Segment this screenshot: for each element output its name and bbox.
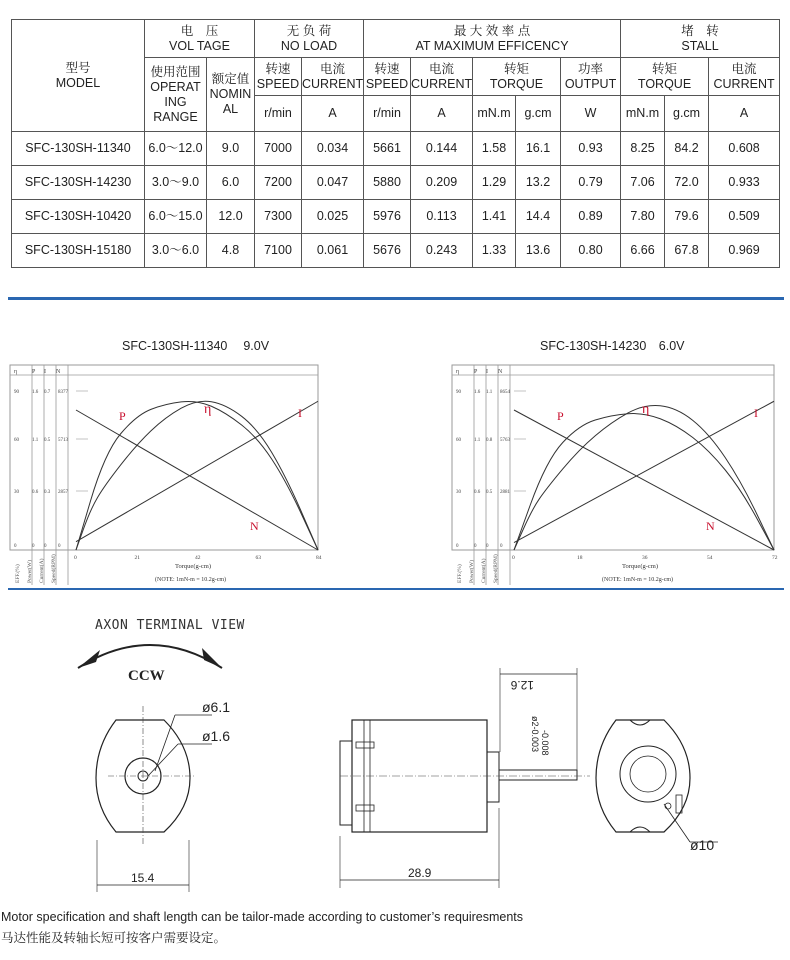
chart-axis-label: Power(W) bbox=[469, 560, 475, 583]
value-cell: 6.66 bbox=[621, 234, 665, 268]
value-cell: 3.0～6.0 bbox=[145, 234, 207, 268]
dim-shaft-diameter: ø1.6 bbox=[202, 728, 231, 744]
chart-label-efficiency: η bbox=[204, 402, 212, 417]
chart-label-speed: N bbox=[250, 519, 259, 533]
value-cell: 0.80 bbox=[561, 234, 621, 268]
chart-x-axis-label: Torque(g-cm) bbox=[622, 563, 659, 570]
value-cell: 0.79 bbox=[561, 166, 621, 200]
value-cell: 1.33 bbox=[473, 234, 516, 268]
chart-scale-value: 90 bbox=[456, 390, 461, 395]
chart-scale-value: 0 bbox=[14, 544, 17, 549]
chart-scale-value: 60 bbox=[14, 438, 19, 443]
front-boss bbox=[125, 758, 161, 794]
chart-scale-value: 0.6 bbox=[474, 490, 481, 495]
chart-label-power: P bbox=[557, 409, 564, 423]
dim-shaft-tolerance: ø2-0.003 bbox=[530, 716, 540, 753]
chart-scale-header: P bbox=[32, 369, 36, 375]
value-cell: 0.113 bbox=[411, 200, 473, 234]
model-cell: SFC-130SH-14230 bbox=[12, 166, 145, 200]
chart-series-n bbox=[514, 410, 774, 550]
chart-label-current: I bbox=[754, 406, 758, 420]
chart-title: SFC-130SH-11340 9.0V bbox=[122, 339, 270, 353]
side-body bbox=[352, 720, 487, 832]
chart-axis-label: Current(A) bbox=[39, 558, 45, 583]
chart-label-efficiency: η bbox=[642, 402, 650, 417]
value-cell: 0.93 bbox=[561, 132, 621, 166]
value-cell: 9.0 bbox=[207, 132, 255, 166]
chart-scale-header: I bbox=[486, 369, 488, 375]
value-cell: 0.243 bbox=[411, 234, 473, 268]
chart-scale-value: 2857 bbox=[58, 490, 68, 495]
chart-x-tick-label: 54 bbox=[707, 555, 713, 561]
value-cell: 0.144 bbox=[411, 132, 473, 166]
value-cell: 6.0～15.0 bbox=[145, 200, 207, 234]
chart-scale-value: 8654 bbox=[500, 390, 510, 395]
chart-scale-value: 0.5 bbox=[44, 438, 51, 443]
value-cell: 67.8 bbox=[665, 234, 709, 268]
chart-scale-header: N bbox=[498, 369, 503, 375]
value-cell: 6.0～12.0 bbox=[145, 132, 207, 166]
value-cell: 0.209 bbox=[411, 166, 473, 200]
chart-scale-value: 0 bbox=[44, 544, 47, 549]
value-cell: 79.6 bbox=[665, 200, 709, 234]
chart-scale-value: 30 bbox=[456, 490, 461, 495]
chart-scale-value: 0 bbox=[486, 544, 489, 549]
value-cell: 13.6 bbox=[516, 234, 561, 268]
chart-x-tick-label: 72 bbox=[772, 555, 778, 561]
chart-x-tick-label: 42 bbox=[195, 555, 201, 561]
front-view-outline bbox=[96, 720, 190, 832]
noload-speed-header: 转速 SPEED bbox=[255, 58, 302, 96]
value-cell: 0.608 bbox=[709, 132, 780, 166]
chart-series-i bbox=[514, 401, 774, 542]
chart-scale-value: 1.1 bbox=[474, 438, 481, 443]
chart-scale-value: 1.6 bbox=[32, 390, 39, 395]
unit-cell: A bbox=[709, 96, 780, 132]
value-cell: 1.29 bbox=[473, 166, 516, 200]
ccw-label: CCW bbox=[128, 668, 165, 684]
value-cell: 8.25 bbox=[621, 132, 665, 166]
voltage-group-header: 电 压 VOL TAGE bbox=[145, 20, 255, 58]
value-cell: 5880 bbox=[364, 166, 411, 200]
dim-shaft-tolerance-lower: -0.008 bbox=[540, 730, 550, 756]
chart-series-n bbox=[76, 410, 318, 550]
front-shaft bbox=[138, 771, 148, 781]
chart-x-tick-label: 18 bbox=[577, 555, 583, 561]
chart-axis-label: Speed(RPM) bbox=[493, 554, 499, 583]
eff-speed-header: 转速 SPEED bbox=[364, 58, 411, 96]
chart-scale-value: 1.6 bbox=[474, 390, 481, 395]
chart-scale-value: 0 bbox=[474, 544, 477, 549]
noload-current-header: 电流 CURRENT bbox=[302, 58, 364, 96]
ccw-arrow-icon bbox=[78, 648, 222, 668]
chart-note: (NOTE: 1mN-m = 10.2g-cm) bbox=[155, 577, 227, 583]
chart-x-tick-label: 63 bbox=[255, 555, 261, 561]
value-cell: 0.025 bbox=[302, 200, 364, 234]
eff-output-header: 功率 OUTPUT bbox=[561, 58, 621, 96]
chart-series-eta bbox=[514, 406, 774, 550]
chart-scale-value: 0.8 bbox=[486, 438, 493, 443]
chart-note: (NOTE: 1mN-m = 10.2g-cm) bbox=[602, 577, 674, 583]
chart-scale-value: 90 bbox=[14, 390, 19, 395]
value-cell: 0.509 bbox=[709, 200, 780, 234]
stall-torque-header: 转矩 TORQUE bbox=[621, 58, 709, 96]
chart-scale-value: 60 bbox=[456, 438, 461, 443]
chart-axis-label: Power(W) bbox=[27, 560, 33, 583]
chart-scale-header: P bbox=[474, 369, 478, 375]
chart-axis-label: Speed(RPM) bbox=[51, 554, 57, 583]
value-cell: 7100 bbox=[255, 234, 302, 268]
value-cell: 5976 bbox=[364, 200, 411, 234]
value-cell: 12.0 bbox=[207, 200, 255, 234]
no-load-group-header: 无 负 荷 NO LOAD bbox=[255, 20, 364, 58]
footer-note-cn: 马达性能及转轴长短可按客户需要设定。 bbox=[1, 931, 227, 945]
side-front-boss bbox=[487, 752, 499, 802]
value-cell: 6.0 bbox=[207, 166, 255, 200]
dim-rear-diameter: ø10 bbox=[690, 837, 715, 853]
unit-cell: mN.m bbox=[473, 96, 516, 132]
value-cell: 7.80 bbox=[621, 200, 665, 234]
value-cell: 5661 bbox=[364, 132, 411, 166]
value-cell: 3.0～9.0 bbox=[145, 166, 207, 200]
model-cell: SFC-130SH-11340 bbox=[12, 132, 145, 166]
value-cell: 5676 bbox=[364, 234, 411, 268]
value-cell: 13.2 bbox=[516, 166, 561, 200]
stall-current-header: 电流 CURRENT bbox=[709, 58, 780, 96]
value-cell: 0.89 bbox=[561, 200, 621, 234]
chart-scale-header: I bbox=[44, 369, 46, 375]
rear-view-outline bbox=[596, 720, 690, 832]
dim-width: 15.4 bbox=[131, 871, 155, 885]
nominal-header: 额定值 NOMIN AL bbox=[207, 58, 255, 132]
chart-scale-value: 0 bbox=[500, 544, 503, 549]
value-cell: 0.933 bbox=[709, 166, 780, 200]
value-cell: 4.8 bbox=[207, 234, 255, 268]
chart-x-tick-label: 36 bbox=[642, 555, 648, 561]
value-cell: 7300 bbox=[255, 200, 302, 234]
chart-scale-value: 0 bbox=[58, 544, 61, 549]
value-cell: 0.034 bbox=[302, 132, 364, 166]
stall-group-header: 堵 转 STALL bbox=[621, 20, 780, 58]
unit-cell: A bbox=[411, 96, 473, 132]
chart-axis-label: EFF.(%) bbox=[457, 564, 463, 583]
value-cell: 1.58 bbox=[473, 132, 516, 166]
unit-cell: r/min bbox=[255, 96, 302, 132]
chart-scale-value: 0 bbox=[456, 544, 459, 549]
value-cell: 7000 bbox=[255, 132, 302, 166]
chart-scale-value: 0.7 bbox=[44, 390, 51, 395]
chart-axis-label: Current(A) bbox=[481, 558, 487, 583]
chart-scale-value: 30 bbox=[14, 490, 19, 495]
chart-label-power: P bbox=[119, 409, 126, 423]
chart-scale-value: 0.6 bbox=[32, 490, 39, 495]
chart-scale-value: 8377 bbox=[58, 390, 68, 395]
side-shaft bbox=[499, 770, 577, 780]
chart-title: SFC-130SH-14230 6.0V bbox=[540, 339, 685, 353]
axon-terminal-view-title: AXON TERMINAL VIEW bbox=[95, 618, 245, 633]
value-cell: 0.047 bbox=[302, 166, 364, 200]
unit-cell: g.cm bbox=[665, 96, 709, 132]
chart-label-current: I bbox=[298, 406, 302, 420]
model-cell: SFC-130SH-10420 bbox=[12, 200, 145, 234]
dim-body-length: 28.9 bbox=[408, 866, 432, 880]
chart-scale-value: 5763 bbox=[500, 438, 510, 443]
value-cell: 0.061 bbox=[302, 234, 364, 268]
chart-scale-value: 1.1 bbox=[486, 390, 493, 395]
chart-x-tick-label: 21 bbox=[134, 555, 140, 561]
eff-torque-header: 转矩 TORQUE bbox=[473, 58, 561, 96]
chart-scale-value: 2881 bbox=[500, 490, 510, 495]
value-cell: 7.06 bbox=[621, 166, 665, 200]
chart-scale-value: 5713 bbox=[58, 438, 68, 443]
value-cell: 0.969 bbox=[709, 234, 780, 268]
chart-scale-header: η bbox=[456, 369, 460, 375]
footer-note-en: Motor specification and shaft length can be tailor-made according to customer’s requiresments bbox=[1, 910, 524, 924]
value-cell: 16.1 bbox=[516, 132, 561, 166]
chart-scale-value: 0 bbox=[32, 544, 35, 549]
model-cell: SFC-130SH-15180 bbox=[12, 234, 145, 268]
chart-x-tick-label: 0 bbox=[74, 555, 77, 561]
unit-cell: A bbox=[302, 96, 364, 132]
chart-x-tick-label: 0 bbox=[512, 555, 515, 561]
unit-cell: r/min bbox=[364, 96, 411, 132]
chart-scale-header: N bbox=[56, 369, 61, 375]
value-cell: 84.2 bbox=[665, 132, 709, 166]
value-cell: 7200 bbox=[255, 166, 302, 200]
chart-scale-value: 0.5 bbox=[486, 490, 493, 495]
dim-shaft-length: 12.6 bbox=[510, 678, 534, 692]
model-header: 型号 MODEL bbox=[12, 20, 145, 132]
unit-cell: mN.m bbox=[621, 96, 665, 132]
eff-current-header: 电流 CURRENT bbox=[411, 58, 473, 96]
max-eff-group-header: 最 大 效 率 点 AT MAXIMUM EFFICENCY bbox=[364, 20, 621, 58]
chart-x-axis-label: Torque(g-cm) bbox=[175, 563, 212, 570]
ccw-arc bbox=[78, 645, 222, 668]
unit-cell: g.cm bbox=[516, 96, 561, 132]
value-cell: 1.41 bbox=[473, 200, 516, 234]
chart-x-tick-label: 84 bbox=[316, 555, 322, 561]
chart-scale-value: 0.3 bbox=[44, 490, 51, 495]
rear-bushing bbox=[620, 746, 676, 802]
chart-scale-header: η bbox=[14, 369, 18, 375]
dim-boss-diameter: ø6.1 bbox=[202, 699, 231, 715]
chart-label-speed: N bbox=[706, 519, 715, 533]
chart-axis-label: EFF.(%) bbox=[15, 564, 21, 583]
value-cell: 14.4 bbox=[516, 200, 561, 234]
value-cell: 72.0 bbox=[665, 166, 709, 200]
operating-range-header: 使用范围 OPERAT ING RANGE bbox=[145, 58, 207, 132]
side-end-cap bbox=[340, 741, 352, 825]
unit-cell: W bbox=[561, 96, 621, 132]
chart-scale-value: 1.1 bbox=[32, 438, 39, 443]
